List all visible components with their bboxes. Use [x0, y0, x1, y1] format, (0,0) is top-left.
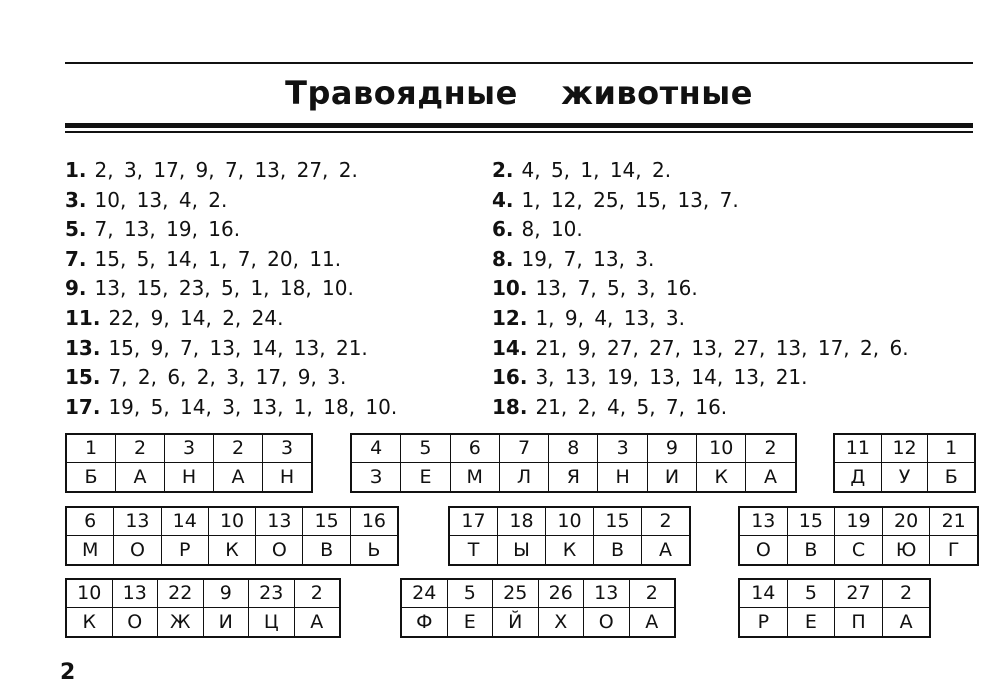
key-letter: Е — [419, 466, 432, 488]
key-cell — [67, 435, 115, 491]
key-number: 11 — [835, 435, 881, 463]
key-number: 2 — [116, 435, 164, 463]
key-number: 8 — [549, 435, 597, 463]
question-12 — [492, 304, 909, 334]
question-number: 6. — [492, 217, 514, 242]
key-number: 15 — [594, 508, 641, 536]
key-cell — [927, 435, 974, 491]
key-letter: В — [804, 539, 818, 561]
question-number: 11. — [65, 305, 101, 330]
key-letter: М — [81, 539, 99, 561]
key-cell — [248, 580, 294, 636]
key-letter: М — [466, 466, 483, 488]
key-number: 2 — [883, 580, 930, 608]
key-letter: А — [764, 466, 778, 488]
key-cell — [787, 508, 835, 564]
question-sequence: 1, 12, 25, 15, 13, 7. — [521, 187, 739, 212]
key-cell — [499, 435, 548, 491]
question-3 — [65, 186, 397, 216]
key-number: 9 — [204, 580, 249, 608]
key-cell — [294, 580, 340, 636]
page-title: Травоядные животные — [285, 74, 753, 112]
key-cell — [881, 435, 928, 491]
question-sequence: 2, 3, 17, 9, 7, 13, 27, 2. — [94, 158, 358, 182]
question-sequence: 19, 7, 13, 3. — [521, 246, 655, 271]
key-letter: Ь — [367, 539, 381, 561]
key-cell — [450, 508, 497, 564]
key-letter: Н — [279, 466, 295, 488]
question-10 — [492, 274, 909, 304]
title-rule-thin — [65, 131, 973, 133]
key-cell — [593, 508, 641, 564]
key-table-ovsyug — [738, 506, 979, 566]
question-18 — [492, 393, 909, 423]
key-number: 18 — [498, 508, 545, 536]
key-table-kozhitsa — [65, 578, 341, 638]
title-rule-thick — [65, 123, 973, 128]
key-number: 3 — [598, 435, 646, 463]
question-4 — [492, 186, 909, 216]
key-letter: Е — [463, 611, 476, 633]
key-letter: Ы — [513, 539, 530, 561]
question-number: 15. — [65, 365, 101, 390]
key-number: 5 — [448, 580, 493, 608]
key-cell — [629, 580, 675, 636]
key-number: 13 — [256, 508, 302, 536]
top-rule — [65, 62, 973, 64]
key-letter: Н — [181, 466, 197, 488]
key-number: 14 — [162, 508, 208, 536]
key-cell — [447, 580, 493, 636]
question-11 — [65, 304, 397, 334]
key-cell — [538, 580, 584, 636]
key-cell — [164, 435, 213, 491]
key-number: 1 — [928, 435, 974, 463]
question-sequence: 3, 13, 19, 13, 14, 13, 21. — [535, 365, 808, 390]
key-cell — [67, 508, 113, 564]
question-15 — [65, 363, 397, 393]
key-cell — [402, 580, 447, 636]
key-cell — [352, 435, 400, 491]
key-cell — [203, 580, 249, 636]
key-letter: Ж — [170, 611, 191, 633]
key-cell — [112, 580, 158, 636]
key-letter: Л — [516, 466, 532, 488]
key-number: 2 — [630, 580, 675, 608]
key-letter: П — [851, 611, 866, 633]
question-sequence: 13, 15, 23, 5, 1, 18, 10. — [94, 276, 354, 301]
key-letter: З — [370, 466, 383, 488]
key-cell — [834, 508, 882, 564]
key-cell — [262, 435, 311, 491]
key-number: 13 — [113, 580, 158, 608]
page-number: 2 — [60, 660, 76, 685]
key-cell — [647, 435, 696, 491]
question-number: 18. — [492, 394, 528, 419]
question-sequence: 15, 5, 14, 1, 7, 20, 11. — [94, 246, 342, 271]
question-sequence: 8, 10. — [521, 217, 583, 242]
questions-right-column — [492, 156, 909, 422]
key-cell — [545, 508, 593, 564]
key-number: 6 — [451, 435, 499, 463]
key-letter: А — [899, 611, 913, 633]
key-cell — [157, 580, 203, 636]
question-sequence: 1, 9, 4, 13, 3. — [535, 305, 686, 330]
question-number: 8. — [492, 246, 514, 271]
key-cell — [302, 508, 349, 564]
key-number: 2 — [642, 508, 689, 536]
key-cell — [740, 508, 787, 564]
question-sequence: 21, 9, 27, 27, 13, 27, 13, 17, 2, 6. — [535, 335, 909, 360]
key-cell — [740, 580, 787, 636]
key-letter: И — [664, 466, 680, 488]
questions-left-column — [65, 156, 397, 422]
key-number: 2 — [295, 580, 340, 608]
key-letter: Б — [944, 466, 958, 488]
key-letter: К — [714, 466, 728, 488]
key-letter: Г — [947, 539, 960, 561]
question-number: 14. — [492, 335, 528, 360]
key-letter: О — [271, 539, 287, 561]
key-number: 17 — [450, 508, 497, 536]
question-13 — [65, 334, 397, 364]
key-number: 26 — [539, 580, 584, 608]
key-letter: О — [127, 611, 143, 633]
key-number: 22 — [158, 580, 203, 608]
key-cell — [400, 435, 449, 491]
question-number: 9. — [65, 276, 87, 301]
key-table-feijoa — [400, 578, 676, 638]
key-cell — [255, 508, 302, 564]
question-sequence: 7, 2, 6, 2, 3, 17, 9, 3. — [108, 365, 347, 390]
key-number: 13 — [584, 580, 629, 608]
question-6 — [492, 215, 909, 245]
key-letter: И — [218, 611, 233, 633]
question-5 — [65, 215, 397, 245]
key-number: 5 — [401, 435, 449, 463]
key-letter: А — [231, 466, 245, 488]
key-cell — [350, 508, 397, 564]
question-14 — [492, 334, 909, 364]
question-sequence: 13, 7, 5, 3, 16. — [535, 276, 698, 301]
key-number: 15 — [303, 508, 349, 536]
key-number: 10 — [209, 508, 255, 536]
question-number: 1. — [65, 158, 87, 182]
key-cell — [745, 435, 794, 491]
question-7 — [65, 245, 397, 275]
question-number: 10. — [492, 276, 528, 301]
key-cell — [583, 580, 629, 636]
question-number: 16. — [492, 365, 528, 390]
key-letter: Б — [84, 466, 98, 488]
key-cell — [115, 435, 164, 491]
key-number: 3 — [165, 435, 213, 463]
key-cell — [787, 580, 835, 636]
key-number: 4 — [352, 435, 400, 463]
question-number: 3. — [65, 187, 87, 212]
key-cell — [641, 508, 689, 564]
question-sequence: 7, 13, 19, 16. — [94, 217, 241, 242]
key-cell — [929, 508, 977, 564]
key-letter: Н — [615, 466, 630, 488]
key-number: 25 — [493, 580, 538, 608]
key-number: 27 — [835, 580, 882, 608]
key-number: 2 — [214, 435, 262, 463]
key-cell — [548, 435, 597, 491]
key-number: 15 — [788, 508, 835, 536]
key-cell — [597, 435, 646, 491]
key-letter: Т — [467, 539, 480, 561]
key-letter: Р — [757, 611, 770, 633]
key-cell — [492, 580, 538, 636]
key-letter: В — [610, 539, 625, 561]
key-letter: Й — [508, 611, 523, 633]
key-letter: К — [562, 539, 577, 561]
key-table-morkov — [65, 506, 399, 566]
key-table-tykva — [448, 506, 691, 566]
key-letter: Р — [179, 539, 191, 561]
key-number: 5 — [788, 580, 835, 608]
key-cell — [696, 435, 745, 491]
key-number: 10 — [697, 435, 745, 463]
key-cell — [213, 435, 262, 491]
question-sequence: 4, 5, 1, 14, 2. — [521, 158, 672, 182]
key-cell — [450, 435, 499, 491]
key-number: 23 — [249, 580, 294, 608]
key-table-repa — [738, 578, 931, 638]
key-number: 10 — [67, 580, 112, 608]
key-letter: Ю — [895, 539, 917, 561]
key-cell — [882, 580, 930, 636]
key-table-dub — [833, 433, 976, 493]
question-number: 5. — [65, 217, 87, 242]
key-cell — [67, 580, 112, 636]
key-letter: С — [851, 539, 866, 561]
key-letter: О — [755, 539, 771, 561]
key-number: 7 — [500, 435, 548, 463]
question-16 — [492, 363, 909, 393]
key-number: 10 — [546, 508, 593, 536]
key-cell — [835, 435, 881, 491]
key-letter: А — [645, 611, 659, 633]
key-number: 1 — [67, 435, 115, 463]
key-number: 2 — [746, 435, 794, 463]
key-number: 13 — [114, 508, 160, 536]
key-letter: К — [225, 539, 239, 561]
key-number: 16 — [351, 508, 397, 536]
question-number: 12. — [492, 305, 528, 330]
key-letter: Ф — [416, 611, 433, 633]
key-number: 9 — [648, 435, 696, 463]
key-letter: Е — [804, 611, 817, 633]
key-letter: Я — [566, 466, 580, 488]
key-letter: Д — [850, 466, 866, 488]
question-17 — [65, 393, 397, 423]
key-letter: О — [598, 611, 614, 633]
key-letter: А — [310, 611, 324, 633]
key-cell — [882, 508, 930, 564]
question-number: 17. — [65, 394, 101, 419]
key-cell — [497, 508, 545, 564]
key-letter: А — [133, 466, 147, 488]
key-letter: К — [82, 611, 96, 633]
key-number: 13 — [740, 508, 787, 536]
key-letter: О — [129, 539, 145, 561]
question-sequence: 15, 9, 7, 13, 14, 13, 21. — [108, 335, 368, 360]
key-cell — [834, 580, 882, 636]
question-9 — [65, 274, 397, 304]
key-cell — [113, 508, 160, 564]
key-table-banan — [65, 433, 313, 493]
question-sequence: 10, 13, 4, 2. — [94, 187, 228, 212]
key-number: 20 — [883, 508, 930, 536]
key-cell — [161, 508, 208, 564]
key-number: 6 — [67, 508, 113, 536]
question-sequence: 21, 2, 4, 5, 7, 16. — [535, 394, 728, 419]
key-cell — [208, 508, 255, 564]
key-number: 12 — [882, 435, 928, 463]
question-2 — [492, 156, 909, 186]
key-letter: Ц — [263, 611, 279, 633]
key-number: 24 — [402, 580, 447, 608]
question-number: 4. — [492, 187, 514, 212]
key-number: 19 — [835, 508, 882, 536]
key-table-zemlyanika — [350, 433, 797, 493]
key-number: 3 — [263, 435, 311, 463]
question-number: 2. — [492, 158, 514, 182]
key-letter: Х — [554, 611, 568, 633]
question-1 — [65, 156, 397, 186]
key-number: 14 — [740, 580, 787, 608]
key-letter: А — [659, 539, 672, 561]
question-sequence: 22, 9, 14, 2, 24. — [108, 305, 284, 330]
question-sequence: 19, 5, 14, 3, 13, 1, 18, 10. — [108, 394, 398, 419]
question-8 — [492, 245, 909, 275]
question-number: 7. — [65, 246, 87, 271]
key-letter: У — [898, 466, 911, 488]
key-number: 21 — [930, 508, 977, 536]
question-number: 13. — [65, 335, 101, 360]
key-letter: В — [320, 539, 334, 561]
